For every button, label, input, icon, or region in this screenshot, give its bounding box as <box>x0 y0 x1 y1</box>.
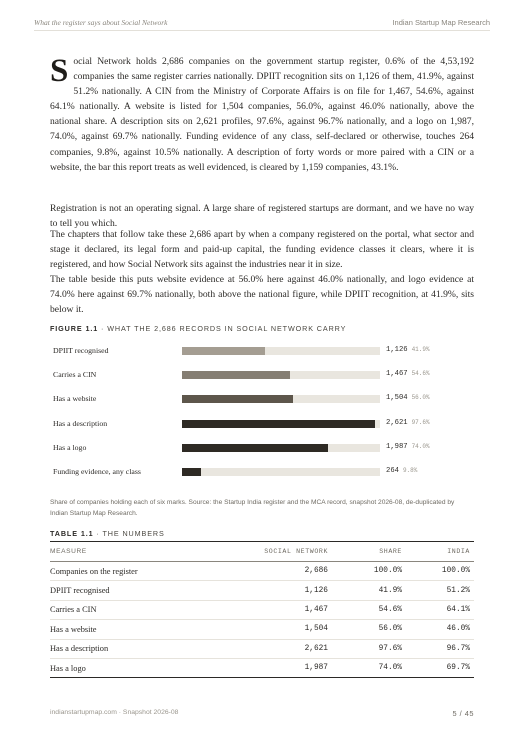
cell-india: 46.0% <box>406 620 474 639</box>
cell-india: 51.2% <box>406 581 474 600</box>
cell-measure: Has a website <box>50 620 236 639</box>
bar-category-label: Has a website <box>53 394 97 404</box>
page-number: 5 / 45 <box>452 709 474 718</box>
bar-track <box>182 395 380 403</box>
figure-source-note: Share of companies holding each of six marks. Source: the Startup India register and the MCA record, snapshot 2026-08, de-duplicated by Indian Startup Map Research. <box>50 499 455 517</box>
bar <box>182 468 201 476</box>
chart-row <box>50 441 474 455</box>
cell-india: 69.7% <box>406 658 474 677</box>
cell-share: 41.9% <box>332 581 406 600</box>
cell-share: 56.0% <box>332 620 406 639</box>
cell-count: 1,467 <box>236 600 332 619</box>
bar-count: 1,504 <box>386 394 408 403</box>
bar-value-label <box>386 419 430 427</box>
bar-share: 54.6% <box>411 370 430 378</box>
column-header-social-network: SOCIAL NETWORK <box>236 542 332 562</box>
bar-share: 74.0% <box>411 442 430 450</box>
chart-row <box>50 368 474 382</box>
cell-share: 97.6% <box>332 639 406 658</box>
bar-share: 9.8% <box>402 467 418 474</box>
table-row <box>50 620 474 639</box>
cell-measure: Companies on the register <box>50 562 236 581</box>
chart-row <box>50 392 474 406</box>
page-footer <box>50 709 474 718</box>
intro-paragraph-text: ocial Network holds 2,686 companies on the government startup register, 0.6% of the 4,53,192 companies the same register carries nationally. DPIIT recognition sits on 1,126 of them, 41.9%, against 51.2% nationally. A CIN from the Ministry of Corporate Affairs is on file for 1,467, 54.6%, against 64.1% nationally. A website is listed for 1,504 companies, 56.0%, against 46.0% nationally, above the national share. A description sits on 2,621 profiles, 97.6%, against 96.7% nationally, and a logo on 1,987, 74.0%, against 69.7% nationally. Funding evidence of any class, self-declared or otherwise, touches 264 companies, 9.8%, against 10.5% nationally. A description of forty words or more paired with a CIN or a website, the bar this report treats as well evidenced, is cleared by 1,159 companies, 43.1%. <box>50 56 474 173</box>
header-publication-name: Indian Startup Map Research <box>392 17 490 27</box>
bar <box>182 371 290 379</box>
column-header-india: INDIA <box>406 542 474 562</box>
table-summary-paragraph: The table beside this puts website evidence at 56.0% here against 46.0% nationally, and logo evidence at 74.0% here against 69.7% nationally, both above the national figure, while DPIIT recognition, at 41.9%, sits below it. <box>50 274 474 316</box>
chart-row <box>50 417 474 431</box>
bar-category-label: DPIIT recognised <box>53 346 109 355</box>
footer-source: indianstartupmap.com · Snapshot 2026-08 <box>50 709 179 716</box>
bar-value-label <box>386 370 430 378</box>
figure-caption <box>50 324 346 333</box>
header-rule <box>34 30 490 31</box>
cell-share: 74.0% <box>332 658 406 677</box>
bar-value-label <box>386 394 430 402</box>
table-caption <box>50 529 165 538</box>
bar-track <box>182 420 380 428</box>
figure-title: · WHAT THE 2,686 RECORDS IN SOCIAL NETWORK CARRY <box>98 324 347 333</box>
bar-track <box>182 444 380 452</box>
bar-count: 1,987 <box>386 442 408 451</box>
cell-measure: Has a description <box>50 639 236 658</box>
bar-count: 1,467 <box>386 370 408 379</box>
cell-count: 1,987 <box>236 658 332 677</box>
cell-count: 1,504 <box>236 620 332 639</box>
bar <box>182 347 265 355</box>
cell-india: 100.0% <box>406 562 474 581</box>
caveat-paragraph: Registration is not an operating signal. A large share of registered startups are dormant, and we have no way to tell you which. <box>50 203 474 230</box>
table-row <box>50 581 474 600</box>
bar-value-label <box>386 443 430 451</box>
bar <box>182 444 328 452</box>
table-row <box>50 639 474 658</box>
bar <box>182 420 375 428</box>
bar-count: 1,126 <box>386 346 408 354</box>
bar-category-label: Carries a CIN <box>53 370 97 380</box>
table-header-row <box>50 542 474 562</box>
cell-count: 2,686 <box>236 562 332 581</box>
records-bar-chart <box>50 344 474 484</box>
chart-row <box>50 344 474 358</box>
bar-count: 264 <box>386 467 399 475</box>
bar-category-label: Has a logo <box>53 442 87 452</box>
cell-measure: DPIIT recognised <box>50 581 236 600</box>
cell-count: 2,621 <box>236 639 332 658</box>
numbers-table <box>50 541 474 678</box>
table-row <box>50 562 474 581</box>
cell-count: 1,126 <box>236 581 332 600</box>
cell-india: 96.7% <box>406 639 474 658</box>
bar-category-label: Funding evidence, any class <box>53 467 141 476</box>
bar-track <box>182 468 380 476</box>
drop-cap: S <box>50 53 69 89</box>
bar-share: 56.0% <box>411 394 430 402</box>
cell-share: 100.0% <box>332 562 406 581</box>
table-label: TABLE 1.1 <box>50 529 94 538</box>
bar-count: 2,621 <box>386 418 408 427</box>
bar-category-label: Has a description <box>53 418 108 428</box>
bar-value-label <box>386 346 430 354</box>
table-row <box>50 658 474 677</box>
chapters-paragraph: The chapters that follow take these 2,686 apart by when a company registered on the portal, what sector and stage it declared, its legal form and paid-up capital, the funding evidence classes it clears, where it is registered, and how Social Network sits against the industries near it in size. <box>50 229 474 271</box>
cell-measure: Carries a CIN <box>50 600 236 619</box>
intro-paragraph <box>50 54 474 175</box>
bar-track <box>182 347 380 355</box>
column-header-share: SHARE <box>332 542 406 562</box>
bar <box>182 395 293 403</box>
bar-share: 97.6% <box>411 418 430 426</box>
figure-label: FIGURE 1.1 <box>50 324 99 333</box>
cell-measure: Has a logo <box>50 658 236 677</box>
bar-share: 41.9% <box>411 346 430 353</box>
cell-share: 54.6% <box>332 600 406 619</box>
bar-value-label <box>386 467 417 475</box>
header-chapter-title: What the register says about Social Network <box>34 17 168 27</box>
bar-track <box>182 371 380 379</box>
chart-row <box>50 465 474 479</box>
column-header-measure: MEASURE <box>50 542 236 562</box>
table-row <box>50 600 474 619</box>
table-title: · THE NUMBERS <box>93 529 165 538</box>
cell-india: 64.1% <box>406 600 474 619</box>
running-header <box>34 15 490 29</box>
